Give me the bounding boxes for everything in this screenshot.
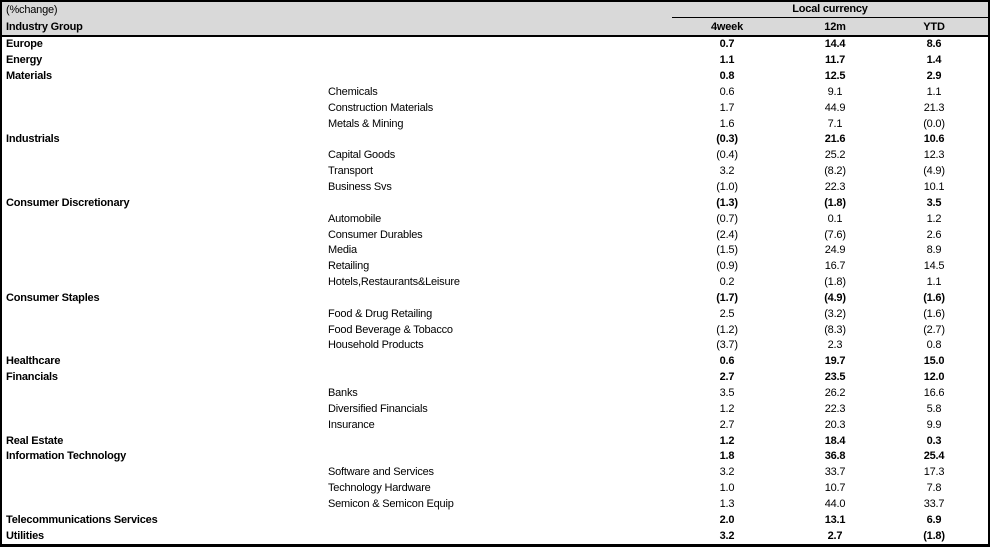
value-ytd: (4.9) [923, 165, 945, 178]
table-row [2, 69, 988, 85]
industry-name: Semicon & Semicon Equip [328, 498, 454, 510]
value-ytd: 15.0 [923, 355, 945, 368]
value-4week: 0.2 [719, 276, 735, 289]
value-12m: 7.1 [827, 117, 843, 130]
industry-name: Diversified Financials [328, 403, 428, 415]
value-4week: 1.2 [719, 434, 735, 447]
value-12m: 33.7 [824, 466, 846, 479]
industry-name: Business Svs [328, 182, 392, 194]
value-4week: 2.5 [719, 307, 735, 320]
value-12m: 10.7 [824, 482, 846, 495]
industry-name: Telecommunications Services [6, 514, 158, 526]
table-row [2, 401, 988, 417]
table-row [2, 259, 988, 275]
value-ytd: 2.9 [926, 70, 942, 83]
table-row [2, 338, 988, 354]
value-12m: 2.7 [827, 529, 843, 542]
industry-name: Transport [328, 166, 373, 178]
industry-name: Consumer Discretionary [6, 197, 130, 209]
value-4week: (3.7) [716, 339, 738, 352]
table-row [2, 512, 988, 528]
value-4week: (0.3) [716, 133, 738, 146]
value-ytd: 10.1 [923, 181, 945, 194]
header-row-currency [2, 2, 988, 18]
value-12m: 22.3 [824, 402, 846, 415]
industry-name: Construction Materials [328, 102, 434, 114]
value-12m: (1.8) [824, 276, 846, 289]
table-row [2, 449, 988, 465]
industry-name: Healthcare [6, 356, 61, 368]
value-ytd: 17.3 [923, 466, 945, 479]
value-ytd: 0.3 [926, 434, 942, 447]
value-ytd: 33.7 [923, 497, 945, 510]
value-ytd: (1.6) [923, 291, 945, 304]
value-4week: 1.6 [719, 117, 735, 130]
value-4week: 3.2 [719, 466, 735, 479]
value-12m: 2.3 [827, 339, 843, 352]
value-ytd: 12.3 [923, 149, 945, 162]
value-12m: 12.5 [824, 70, 846, 83]
value-ytd: 25.4 [923, 450, 945, 463]
value-12m: 11.7 [824, 54, 845, 67]
table-row [2, 148, 988, 164]
header-row-columns [2, 18, 988, 35]
table-row [2, 465, 988, 481]
value-4week: 1.2 [719, 402, 735, 415]
value-12m: 44.0 [824, 497, 846, 510]
value-4week: 3.2 [719, 529, 735, 542]
industry-name: Metals & Mining [328, 118, 404, 130]
table-row [2, 37, 988, 53]
table-row [2, 386, 988, 402]
table-row [2, 291, 988, 307]
value-ytd: 3.5 [926, 196, 942, 209]
value-4week: 0.6 [719, 85, 735, 98]
table-row [2, 481, 988, 497]
value-4week: 2.7 [719, 418, 735, 431]
value-ytd: 21.3 [923, 101, 945, 114]
industry-name: Banks [328, 387, 358, 399]
column-header-4week: 4week [710, 20, 744, 33]
industry-name: Insurance [328, 419, 375, 431]
value-12m: 20.3 [824, 418, 846, 431]
value-12m: (1.8) [824, 196, 846, 209]
table-row [2, 100, 988, 116]
value-4week: 0.8 [719, 70, 735, 83]
value-12m: (3.2) [824, 307, 846, 320]
value-4week: 0.7 [719, 38, 735, 51]
value-4week: (0.7) [716, 212, 738, 225]
table-row [2, 53, 988, 69]
table-row [2, 528, 988, 544]
value-4week: 1.0 [719, 482, 735, 495]
value-4week: (1.0) [716, 181, 738, 194]
value-ytd: (1.8) [923, 529, 945, 542]
value-12m: 25.2 [824, 149, 846, 162]
industry-name: Financials [6, 372, 58, 384]
industry-name: Industrials [6, 134, 60, 146]
value-4week: 1.7 [719, 101, 735, 114]
industry-name: Hotels,Restaurants&Leisure [328, 277, 460, 289]
value-ytd: 14.5 [923, 260, 945, 273]
industry-name: Energy [6, 55, 43, 67]
table-row [2, 243, 988, 259]
value-4week: (0.4) [716, 149, 738, 162]
value-12m: 13.1 [824, 513, 846, 526]
industry-name: Consumer Staples [6, 292, 100, 304]
value-12m: 18.4 [824, 434, 846, 447]
value-ytd: (2.7) [923, 323, 945, 336]
value-12m: (8.2) [824, 165, 846, 178]
value-ytd: 8.9 [926, 244, 942, 257]
value-4week: 0.6 [719, 355, 735, 368]
table-row [2, 164, 988, 180]
value-12m: 26.2 [824, 386, 846, 399]
table-body [2, 37, 988, 544]
table-row [2, 496, 988, 512]
value-4week: 3.5 [719, 386, 735, 399]
table-row [2, 195, 988, 211]
value-12m: 0.1 [827, 212, 843, 225]
value-4week: (1.7) [716, 291, 738, 304]
value-ytd: 1.4 [926, 54, 942, 67]
value-12m: 21.6 [824, 133, 846, 146]
table-row [2, 180, 988, 196]
value-4week: 1.3 [719, 497, 735, 510]
table-row [2, 116, 988, 132]
value-ytd: 2.6 [926, 228, 942, 241]
value-12m: (4.9) [824, 291, 846, 304]
value-ytd: 0.8 [926, 339, 942, 352]
local-currency-group-header: Local currency [672, 2, 988, 18]
value-4week: 2.0 [719, 513, 735, 526]
industry-name: Information Technology [6, 451, 127, 463]
value-ytd: 16.6 [923, 386, 945, 399]
industry-name: Chemicals [328, 86, 378, 98]
table-row [2, 417, 988, 433]
table-row [2, 275, 988, 291]
value-12m: 24.9 [824, 244, 846, 257]
value-12m: 9.1 [827, 85, 843, 98]
table-row [2, 322, 988, 338]
value-12m: 16.7 [824, 260, 846, 273]
value-12m: 14.4 [824, 38, 846, 51]
value-4week: (1.5) [716, 244, 738, 257]
value-ytd: 1.1 [926, 276, 942, 289]
value-ytd: 1.2 [926, 212, 942, 225]
value-12m: (7.6) [824, 228, 846, 241]
industry-name: Real Estate [6, 435, 64, 447]
value-ytd: 6.9 [926, 513, 942, 526]
table-row [2, 433, 988, 449]
value-4week: 1.1 [719, 54, 735, 67]
industry-name: Software and Services [328, 467, 434, 479]
industry-group-column-header: Industry Group [6, 20, 83, 33]
value-ytd: 9.9 [926, 418, 942, 431]
industry-name: Media [328, 245, 357, 257]
value-ytd: 12.0 [923, 371, 945, 384]
column-header-ytd: YTD [923, 20, 945, 33]
value-ytd: (1.6) [923, 307, 945, 320]
value-ytd: 10.6 [923, 133, 945, 146]
industry-name: Europe [6, 39, 43, 51]
industry-name: Automobile [328, 213, 382, 225]
value-4week: (1.2) [716, 323, 738, 336]
value-4week: (1.3) [716, 196, 738, 209]
industry-name: Utilities [6, 530, 44, 542]
table-row [2, 306, 988, 322]
value-4week: 1.8 [719, 450, 735, 463]
table-row [2, 132, 988, 148]
value-4week: (0.9) [716, 260, 738, 273]
industry-name: Capital Goods [328, 150, 396, 162]
industry-name: Retailing [328, 261, 370, 273]
table-row [2, 227, 988, 243]
industry-name: Food Beverage & Tobacco [328, 324, 453, 336]
value-12m: 23.5 [824, 371, 846, 384]
table-row [2, 211, 988, 227]
table-row [2, 370, 988, 386]
table-header [2, 2, 988, 37]
value-12m: (8.3) [824, 323, 846, 336]
value-ytd: 8.6 [926, 38, 942, 51]
industry-name: Consumer Durables [328, 229, 423, 241]
value-4week: 3.2 [719, 165, 735, 178]
value-ytd: 1.1 [926, 85, 942, 98]
industry-name: Technology Hardware [328, 483, 431, 495]
value-12m: 19.7 [824, 355, 846, 368]
table-row [2, 85, 988, 101]
value-ytd: 7.8 [926, 482, 942, 495]
value-12m: 22.3 [824, 181, 846, 194]
value-ytd: 5.8 [926, 402, 942, 415]
column-header-12m: 12m [824, 20, 846, 33]
value-4week: (2.4) [716, 228, 738, 241]
value-4week: 2.7 [719, 371, 735, 384]
percent-change-label: (%change) [6, 4, 58, 16]
table-row [2, 354, 988, 370]
industry-name: Materials [6, 71, 52, 83]
value-12m: 36.8 [824, 450, 846, 463]
value-12m: 44.9 [824, 101, 846, 114]
industry-name: Household Products [328, 340, 424, 352]
value-ytd: (0.0) [923, 117, 945, 130]
industry-name: Food & Drug Retailing [328, 308, 433, 320]
